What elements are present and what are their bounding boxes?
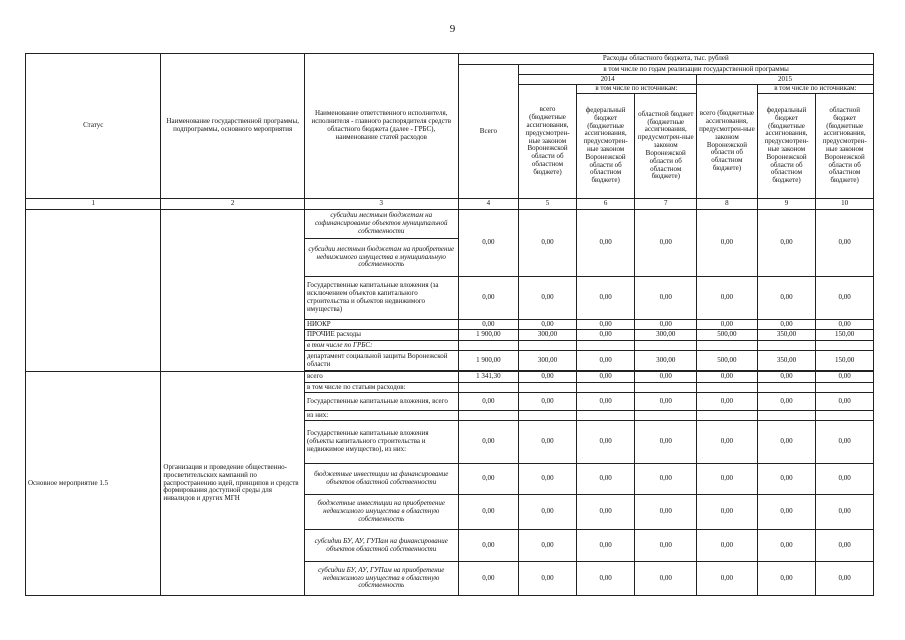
status-cell-empty <box>26 210 161 372</box>
row-label: бюджетные инвестиции на приобретение недвижимого имущества в областную собственность <box>304 495 458 530</box>
value-cell: 0,00 <box>458 320 519 330</box>
value-cell <box>576 341 635 351</box>
value-cell: 0,00 <box>576 277 635 320</box>
value-cell <box>458 341 519 351</box>
header-all-2015: всего (бюджетные ассигнования, предусмотрен-ные законом Воронежской области об областном бюджете) <box>697 85 758 199</box>
header-executor: Наименование ответственного исполнителя, исполнителя - главного распорядителя средств областного бюджета (далее - ГРБС), наименование статей расходов <box>304 54 458 199</box>
header-all-2014: всего (бюджетные ассигнования, предусмотрен-ные законом Воронежской области об областном бюджете) <box>519 85 577 199</box>
value-cell: 0,00 <box>458 210 519 277</box>
value-cell: 0,00 <box>576 562 635 596</box>
value-cell: 350,00 <box>757 351 816 371</box>
value-cell <box>519 341 577 351</box>
row-label: в том числе по ГРБС: <box>304 341 458 351</box>
value-cell: 0,00 <box>697 372 758 383</box>
value-cell: 0,00 <box>519 495 577 530</box>
header-federal-2014: федеральный бюджет (бюджетные ассигнования, предусмотрен-ные законом Воронежской области об областном бюджете) <box>576 94 635 199</box>
header-program-name: Наименование государственной программы, подпрограммы, основного мероприятия <box>161 54 305 199</box>
value-cell: 0,00 <box>458 495 519 530</box>
value-cell: 0,00 <box>576 393 635 411</box>
value-cell <box>757 411 816 421</box>
value-cell <box>635 383 697 393</box>
value-cell: 0,00 <box>576 210 635 277</box>
budget-table <box>25 53 874 596</box>
main-event-name: Организация и проведение общественно-просветительских кампаний по распространению идей, принципов и средств формирования доступной среды для инвалидов и других МГН <box>161 372 305 596</box>
value-cell: 0,00 <box>458 530 519 562</box>
value-cell: 0,00 <box>519 277 577 320</box>
value-cell: 0,00 <box>816 530 874 562</box>
value-cell: 0,00 <box>576 495 635 530</box>
value-cell: 0,00 <box>757 320 816 330</box>
value-cell: 0,00 <box>757 562 816 596</box>
header-sources-2014: в том числе по источникам: <box>576 85 696 94</box>
header-by-years: в том числе по годам реализации государственной программы <box>519 65 874 75</box>
value-cell: 0,00 <box>635 464 697 495</box>
table-row <box>26 210 874 239</box>
row-label: Государственные капитальные вложения, всего <box>304 393 458 411</box>
value-cell: 0,00 <box>757 495 816 530</box>
column-number: 4 <box>458 199 519 210</box>
header-year-2014: 2014 <box>519 75 697 85</box>
header-regional-2014: областной бюджет (бюджетные ассигнования, предусмотрен-ные законом Воронежской области об областном бюджете) <box>635 94 697 199</box>
header-expenses: Расходы областного бюджета, тыс. рублей <box>458 54 873 65</box>
value-cell: 0,00 <box>816 210 874 277</box>
row-label: всего <box>304 372 458 383</box>
value-cell: 500,00 <box>697 351 758 371</box>
value-cell <box>519 411 577 421</box>
value-cell: 0,00 <box>576 320 635 330</box>
value-cell: 0,00 <box>697 562 758 596</box>
column-number-row <box>26 199 874 210</box>
header-status: Статус <box>26 54 161 199</box>
row-label: субсидии местным бюджетам на софинансирование объектов муниципальной собственности <box>304 210 458 239</box>
column-number: 5 <box>519 199 577 210</box>
value-cell: 0,00 <box>635 421 697 464</box>
value-cell: 0,00 <box>816 562 874 596</box>
value-cell: 0,00 <box>519 372 577 383</box>
column-number: 6 <box>576 199 635 210</box>
value-cell <box>519 383 577 393</box>
value-cell: 1 341,30 <box>458 372 519 383</box>
value-cell: 0,00 <box>816 393 874 411</box>
value-cell: 0,00 <box>635 277 697 320</box>
value-cell: 0,00 <box>576 330 635 341</box>
column-number: 7 <box>635 199 697 210</box>
value-cell: 0,00 <box>635 530 697 562</box>
value-cell: 300,00 <box>635 330 697 341</box>
table-row <box>26 372 874 383</box>
value-cell: 0,00 <box>576 351 635 371</box>
value-cell <box>757 341 816 351</box>
value-cell: 0,00 <box>697 530 758 562</box>
value-cell <box>816 341 874 351</box>
value-cell: 0,00 <box>757 210 816 277</box>
row-label: субсидии БУ, АУ, ГУПам на финансирование объектов областной собственности <box>304 530 458 562</box>
row-label: департамент социальной защиты Воронежской области <box>304 351 458 371</box>
row-label: бюджетные инвестиции на финансирование объектов областной собственности <box>304 464 458 495</box>
row-label: субсидии местным бюджетам на приобретение недвижимого имущества в муниципальную собственность <box>304 239 458 277</box>
value-cell: 150,00 <box>816 351 874 371</box>
row-label: в том числе по статьям расходов: <box>304 383 458 393</box>
value-cell: 0,00 <box>697 210 758 277</box>
value-cell <box>576 383 635 393</box>
value-cell: 0,00 <box>816 277 874 320</box>
value-cell: 0,00 <box>757 464 816 495</box>
value-cell <box>697 341 758 351</box>
value-cell: 0,00 <box>458 421 519 464</box>
value-cell <box>635 341 697 351</box>
column-number: 9 <box>757 199 816 210</box>
value-cell: 0,00 <box>458 464 519 495</box>
value-cell: 0,00 <box>519 562 577 596</box>
value-cell: 0,00 <box>697 464 758 495</box>
name-cell-empty <box>161 210 305 372</box>
value-cell: 1 900,00 <box>458 330 519 341</box>
value-cell: 300,00 <box>635 351 697 371</box>
value-cell: 0,00 <box>697 495 758 530</box>
value-cell <box>576 411 635 421</box>
value-cell: 0,00 <box>697 320 758 330</box>
header-regional-2015: областной бюджет (бюджетные ассигнования, предусмотрен-ные законом Воронежской области об областном бюджете) <box>816 94 874 199</box>
main-event-status: Основное мероприятие 1.5 <box>26 372 161 596</box>
column-number: 8 <box>697 199 758 210</box>
value-cell: 0,00 <box>757 277 816 320</box>
value-cell: 0,00 <box>576 530 635 562</box>
value-cell: 0,00 <box>576 464 635 495</box>
value-cell <box>458 383 519 393</box>
value-cell: 0,00 <box>697 277 758 320</box>
row-label: субсидии БУ, АУ, ГУПам на приобретение недвижимого имущества в областную собственность <box>304 562 458 596</box>
row-label: Государственные капитальные вложения (за исключением объектов капитального строительства и объектов недвижимого имущества) <box>304 277 458 320</box>
value-cell <box>635 411 697 421</box>
value-cell: 0,00 <box>816 372 874 383</box>
value-cell: 300,00 <box>519 330 577 341</box>
value-cell: 150,00 <box>816 330 874 341</box>
value-cell <box>458 411 519 421</box>
value-cell: 0,00 <box>519 530 577 562</box>
value-cell: 0,00 <box>635 372 697 383</box>
column-number: 2 <box>161 199 305 210</box>
value-cell: 0,00 <box>635 495 697 530</box>
row-label: ПРОЧИЕ расходы <box>304 330 458 341</box>
column-number: 1 <box>26 199 161 210</box>
header-total: Всего <box>458 65 519 199</box>
value-cell <box>697 411 758 421</box>
value-cell: 0,00 <box>816 495 874 530</box>
value-cell: 0,00 <box>635 393 697 411</box>
value-cell: 500,00 <box>697 330 758 341</box>
value-cell: 300,00 <box>519 351 577 371</box>
value-cell: 0,00 <box>519 464 577 495</box>
value-cell: 0,00 <box>635 320 697 330</box>
value-cell: 0,00 <box>635 562 697 596</box>
value-cell: 0,00 <box>576 372 635 383</box>
value-cell: 350,00 <box>757 330 816 341</box>
value-cell: 0,00 <box>519 210 577 277</box>
value-cell: 0,00 <box>576 421 635 464</box>
value-cell: 0,00 <box>697 393 758 411</box>
value-cell: 0,00 <box>816 464 874 495</box>
value-cell: 0,00 <box>519 421 577 464</box>
value-cell: 0,00 <box>458 277 519 320</box>
header-federal-2015: федеральный бюджет (бюджетные ассигнования, предусмотрен-ные законом Воронежской области об областном бюджете) <box>757 94 816 199</box>
column-number: 10 <box>816 199 874 210</box>
row-label: НИОКР <box>304 320 458 330</box>
value-cell: 0,00 <box>458 562 519 596</box>
value-cell: 1 900,00 <box>458 351 519 371</box>
value-cell <box>697 383 758 393</box>
value-cell: 0,00 <box>757 530 816 562</box>
value-cell: 0,00 <box>635 210 697 277</box>
value-cell: 0,00 <box>816 421 874 464</box>
value-cell <box>757 383 816 393</box>
row-label: Государственные капитальные вложения (объекты капитального строительства и недвижимое имущество), из них: <box>304 421 458 464</box>
row-label: из них: <box>304 411 458 421</box>
value-cell: 0,00 <box>757 372 816 383</box>
header-year-2015: 2015 <box>697 75 874 85</box>
value-cell <box>816 411 874 421</box>
value-cell <box>816 383 874 393</box>
value-cell: 0,00 <box>816 320 874 330</box>
value-cell: 0,00 <box>697 421 758 464</box>
value-cell: 0,00 <box>458 393 519 411</box>
header-sources-2015: в том числе по источникам: <box>757 85 873 94</box>
value-cell: 0,00 <box>519 393 577 411</box>
page-number: 9 <box>449 23 456 35</box>
value-cell: 0,00 <box>519 320 577 330</box>
value-cell: 0,00 <box>757 393 816 411</box>
column-number: 3 <box>304 199 458 210</box>
value-cell: 0,00 <box>757 421 816 464</box>
